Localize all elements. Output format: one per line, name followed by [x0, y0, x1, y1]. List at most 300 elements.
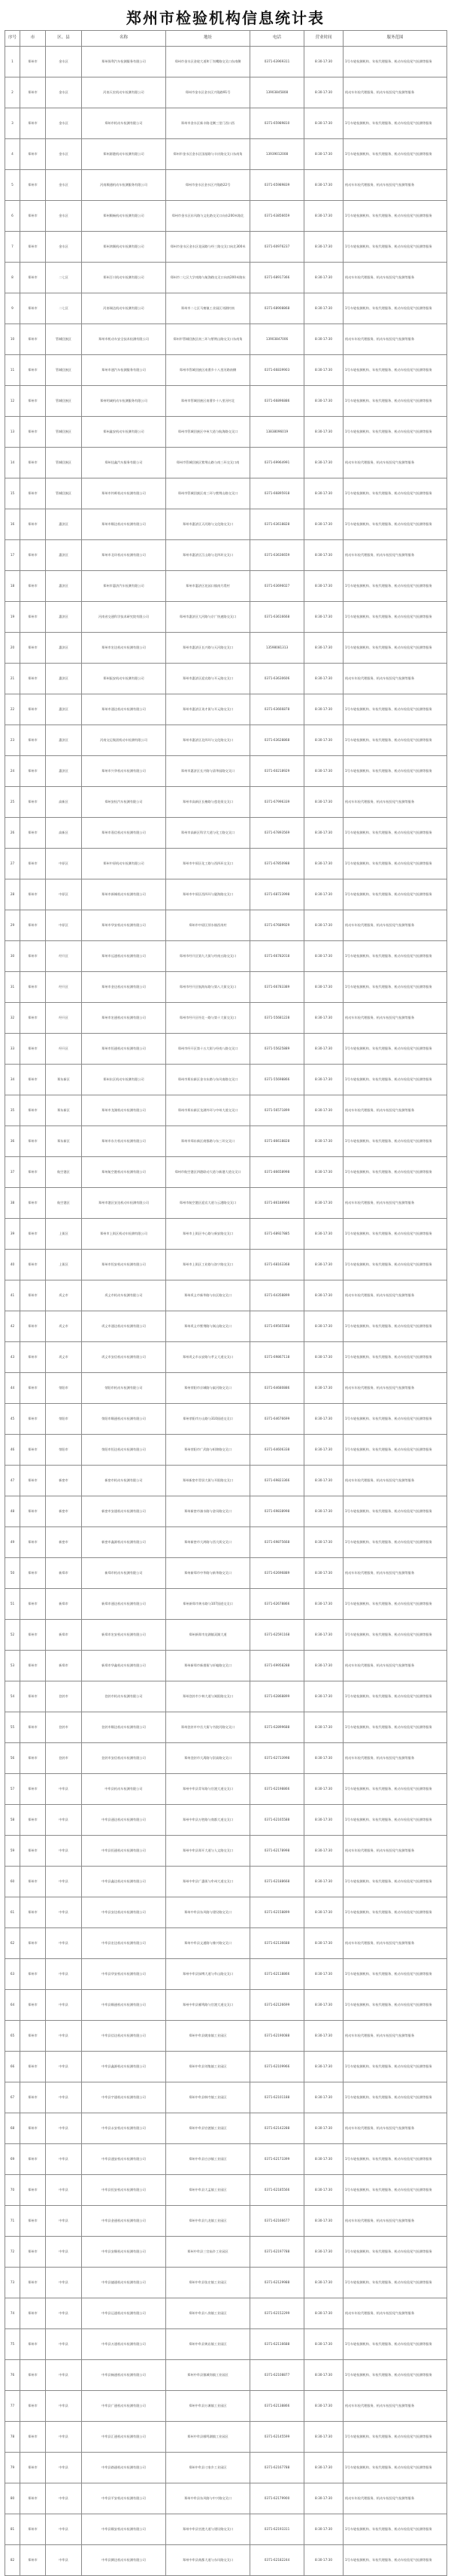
cell-district: 荥阳市: [46, 1373, 82, 1404]
cell-index: 13: [5, 417, 20, 448]
cell-hours: 8:30-17:30: [304, 1867, 344, 1897]
cell-phone: 0371-62129988: [250, 2268, 304, 2298]
cell-phone: 0371-62118866: [250, 1959, 304, 1990]
cell-index: 49: [5, 1527, 20, 1558]
cell-district: 荥阳市: [46, 1435, 82, 1466]
table-row: [5, 2391, 447, 2422]
cell-services: 1号车轮检测机构、年检代理服务、机动车检验尾气检测等服务: [344, 1774, 447, 1805]
cell-hours: 8:30-17:30: [304, 879, 344, 910]
cell-address: 郑州市惠济区天河路与文化路交叉口: [166, 509, 250, 540]
cell-city: 郑州市: [20, 1712, 46, 1743]
table-row: [5, 2453, 447, 2483]
cell-name: 郑州航空港机动车检测有限公司: [82, 1157, 166, 1188]
cell-services: 机动车年检代理服务、机动车检验尾气检测等服务: [344, 1188, 447, 1219]
cell-phone: 0371-66895918: [250, 478, 304, 509]
cell-district: 金水区: [46, 170, 82, 201]
cell-name: 新郑市通达机动车检测有限公司: [82, 1589, 166, 1620]
cell-index: 19: [5, 602, 20, 633]
cell-address: 郑州市金水区金水区兴隆路22号: [166, 170, 250, 201]
cell-address: 郑州中牟县文通路与豫兴路交叉口: [166, 1928, 250, 1959]
cell-district: 新郑市: [46, 1651, 82, 1681]
cell-phone: 0371-68908868: [250, 293, 304, 324]
cell-address: 郑州市航空港区四港联动大道与新港大道交叉口: [166, 1157, 250, 1188]
cell-city: 郑州市: [20, 1928, 46, 1959]
cell-services: 1号车轮检测机构、年检代理服务、机动车检验尾气检测等服务: [344, 756, 447, 787]
cell-address: 郑州登封市中岳大街与书院河路交叉口: [166, 1712, 250, 1743]
cell-name: 中牟县信达机动车检测有限公司: [82, 2021, 166, 2052]
table-row: [5, 1743, 447, 1774]
cell-address: 郑州市二七区马寨镇工业园区刘湖村南: [166, 293, 250, 324]
cell-index: 21: [5, 664, 20, 694]
cell-district: 新郑市: [46, 1620, 82, 1651]
cell-name: 郑州源港机动车检测有限公司: [82, 139, 166, 170]
table-row: [5, 1712, 447, 1743]
cell-address: 郑州中牟县姚家镇工业园区: [166, 2021, 250, 2052]
cell-index: 36: [5, 1126, 20, 1157]
cell-address: 郑州中牟县张庄镇工业园区: [166, 2268, 250, 2298]
table-row: [5, 2545, 447, 2576]
cell-phone: 0371-63618828: [250, 509, 304, 540]
column-header-phone: 电话: [250, 31, 304, 47]
cell-phone: 0371-62138866: [250, 2391, 304, 2422]
cell-services: 1号车轮检测机构、年检代理服务、机动车检验尾气检测等服务: [344, 1990, 447, 2021]
table-row: [5, 1280, 447, 1311]
cell-address: 郑州市经开区经北一路与第十大街交叉口: [166, 1003, 250, 1034]
table-row: [5, 1558, 447, 1589]
cell-address: 郑州市管城回族区南三环与紫荆山路交叉口东南角: [166, 324, 250, 355]
cell-hours: 8:30-17:30: [304, 1527, 344, 1558]
cell-name: 郑州市港区安达机动车检测有限公司: [82, 1188, 166, 1219]
cell-services: 1号车轮检测机构、年检代理服务、机动车检验尾气检测等服务: [344, 1065, 447, 1095]
cell-name: 新密市机动车检测有限公司: [82, 1466, 166, 1496]
cell-city: 郑州市: [20, 2144, 46, 2175]
cell-services: 1号车轮检测机构、年检代理服务、机动车检验尾气检测等服务: [344, 2175, 447, 2206]
cell-index: 39: [5, 1219, 20, 1250]
cell-district: 管城回族区: [46, 478, 82, 509]
cell-name: 郑州市通达机动车检测有限公司: [82, 694, 166, 725]
cell-address: 郑州新密市大鸿路与西大街交叉口: [166, 1527, 250, 1558]
cell-index: 18: [5, 571, 20, 602]
cell-hours: 8:30-17:30: [304, 941, 344, 972]
cell-address: 郑州中牟县大孟镇工业园区: [166, 2175, 250, 2206]
cell-services: 1号车轮检测机构、年检代理服务、机动车检验尾气检测等服务: [344, 972, 447, 1003]
table-row: [5, 1959, 447, 1990]
cell-phone: 0371-67689929: [250, 910, 304, 941]
cell-address: 郑州巩义市紫荆路与嵩山路交叉口: [166, 1311, 250, 1342]
table-row: [5, 1527, 447, 1558]
cell-services: 1号车轮检测机构、年检代理服务、机动车检验尾气检测等服务: [344, 47, 447, 77]
cell-hours: 8:30-17:30: [304, 417, 344, 448]
cell-hours: 8:30-17:30: [304, 1774, 344, 1805]
cell-address: 郑州新郑市龙湖镇双湖大道: [166, 1620, 250, 1651]
cell-district: 中牟县: [46, 2113, 82, 2144]
table-row: [5, 2113, 447, 2144]
cell-address: 郑州市经开区航海东路与第八大街交叉口: [166, 972, 250, 1003]
cell-hours: 8:30-17:30: [304, 170, 344, 201]
cell-index: 82: [5, 2545, 20, 2576]
cell-city: 郑州市: [20, 1250, 46, 1280]
cell-phone: 0371-62868899: [250, 1681, 304, 1712]
cell-index: 75: [5, 2329, 20, 2360]
cell-district: 航空港区: [46, 1157, 82, 1188]
table-row: [5, 139, 447, 170]
table-row: [5, 633, 447, 664]
cell-name: 中牟县宏达机动车检测有限公司: [82, 1928, 166, 1959]
cell-name: 中牟县万通机动车检测有限公司: [82, 2329, 166, 2360]
table-row: [5, 478, 447, 509]
table-row: [5, 1342, 447, 1373]
cell-city: 郑州市: [20, 201, 46, 232]
cell-district: 中牟县: [46, 1774, 82, 1805]
cell-phone: 0371-65989810: [250, 108, 304, 139]
cell-index: 81: [5, 2514, 20, 2545]
cell-services: 1号车轮检测机构、年检代理服务、机动车检验尾气检测等服务: [344, 1589, 447, 1620]
cell-phone: 13838096019: [250, 417, 304, 448]
cell-phone: 0371-62696889: [250, 1558, 304, 1589]
table-row: [5, 1681, 447, 1712]
cell-name: 中牟县恒通机动车检测有限公司: [82, 1836, 166, 1867]
cell-city: 郑州市: [20, 941, 46, 972]
cell-index: 52: [5, 1620, 20, 1651]
cell-address: 郑州中牟县绿博大道与牟山路交叉口: [166, 1959, 250, 1990]
cell-district: 金水区: [46, 232, 82, 263]
cell-phone: 0371-62182244: [250, 2545, 304, 2576]
cell-city: 郑州市: [20, 2453, 46, 2483]
table-row: [5, 602, 447, 633]
cell-services: 机动车年检代理服务、机动车检验尾气检测等服务: [344, 2206, 447, 2237]
cell-city: 郑州市: [20, 1003, 46, 1034]
cell-index: 12: [5, 386, 20, 417]
cell-index: 37: [5, 1157, 20, 1188]
cell-address: 郑州中牟县白沙镇工业园区: [166, 2144, 250, 2175]
cell-city: 郑州市: [20, 263, 46, 293]
cell-address: 郑州新郑市黄水路与107国道交叉口: [166, 1589, 250, 1620]
cell-index: 59: [5, 1836, 20, 1867]
cell-phone: 0371-67893569: [250, 818, 304, 849]
cell-name: 郑州市龙湖机动车检测有限公司: [82, 1095, 166, 1126]
cell-district: 惠济区: [46, 571, 82, 602]
cell-hours: 8:30-17:30: [304, 1280, 344, 1311]
cell-city: 郑州市: [20, 787, 46, 818]
cell-address: 郑州中牟县刁家乡工业园区: [166, 2453, 250, 2483]
cell-index: 67: [5, 2082, 20, 2113]
cell-index: 48: [5, 1496, 20, 1527]
cell-services: 机动车年检代理服务、机动车检验尾气检测等服务: [344, 2298, 447, 2329]
cell-district: 管城回族区: [46, 355, 82, 386]
cell-hours: 8:30-17:30: [304, 509, 344, 540]
cell-services: 机动车年检代理服务、机动车检验尾气检测等服务: [344, 324, 447, 355]
table-row: [5, 2237, 447, 2268]
table-row: [5, 417, 447, 448]
cell-index: 72: [5, 2237, 20, 2268]
cell-hours: 8:30-17:30: [304, 1466, 344, 1496]
cell-district: 中牟县: [46, 2360, 82, 2391]
cell-phone: 13598081313: [250, 633, 304, 664]
cell-phone: 0371-62108877: [250, 2360, 304, 2391]
cell-phone: 0371-62158899: [250, 1897, 304, 1928]
cell-index: 64: [5, 1990, 20, 2021]
cell-services: 机动车年检代理服务、机动车检验尾气检测等服务: [344, 1003, 447, 1034]
cell-phone: 0371-69875668: [250, 1527, 304, 1558]
cell-city: 郑州市: [20, 355, 46, 386]
cell-services: 1号车轮检测机构、年检代理服务、机动车检验尾气检测等服务: [344, 2052, 447, 2082]
cell-address: 郑州市管城回族区南曹乡十八里河路南侧: [166, 355, 250, 386]
cell-name: 中牟县安达机动车检测有限公司: [82, 1897, 166, 1928]
cell-hours: 8:30-17:30: [304, 1589, 344, 1620]
cell-phone: 0371-55681228: [250, 1003, 304, 1034]
cell-index: 38: [5, 1188, 20, 1219]
cell-hours: 8:30-17:30: [304, 1836, 344, 1867]
cell-district: 高新区: [46, 818, 82, 849]
cell-district: 新密市: [46, 1466, 82, 1496]
table-row: [5, 694, 447, 725]
cell-district: 新郑市: [46, 1558, 82, 1589]
cell-services: 1号车轮检测机构、年检代理服务、机动车检验尾气检测等服务: [344, 232, 447, 263]
cell-city: 郑州市: [20, 170, 46, 201]
cell-phone: 0371-62152299: [250, 2298, 304, 2329]
cell-city: 郑州市: [20, 2082, 46, 2113]
table-row: [5, 756, 447, 787]
cell-index: 66: [5, 2052, 20, 2082]
cell-city: 郑州市: [20, 47, 46, 77]
cell-district: 惠济区: [46, 756, 82, 787]
cell-address: 郑州中牟县官渡镇工业园区: [166, 2113, 250, 2144]
cell-phone: 0371-62109966: [250, 2052, 304, 2082]
cell-phone: 0371-68927885: [250, 1219, 304, 1250]
table-row: [5, 1897, 447, 1928]
cell-services: 1号车轮检测机构、年检代理服务、机动车检验尾气检测等服务: [344, 1527, 447, 1558]
cell-address: 郑州市经开区第十五大街与经南八路交叉口: [166, 1034, 250, 1065]
cell-name: 郑州市钧晖机动车检测有限公司: [82, 478, 166, 509]
cell-city: 郑州市: [20, 2113, 46, 2144]
cell-hours: 8:30-17:30: [304, 2545, 344, 2576]
cell-district: 中牟县: [46, 2298, 82, 2329]
cell-phone: 0371-62591168: [250, 1620, 304, 1651]
cell-city: 郑州市: [20, 849, 46, 879]
cell-index: 24: [5, 756, 20, 787]
table-row: [5, 849, 447, 879]
cell-address: 郑州市金水区东风路与文化路交叉口向东200米路北: [166, 201, 250, 232]
cell-district: 中牟县: [46, 2052, 82, 2082]
cell-services: 机动车年检代理服务、机动车检验尾气检测等服务: [344, 448, 447, 478]
cell-phone: 0371-63636659: [250, 540, 304, 571]
cell-hours: 8:30-17:30: [304, 1496, 344, 1527]
cell-address: 郑州市金水区金水区花园路与经三路交叉口向北300米: [166, 232, 250, 263]
cell-services: 机动车年检代理服务、机动车检验尾气检测等服务: [344, 170, 447, 201]
cell-hours: 8:30-17:30: [304, 1188, 344, 1219]
cell-name: 中牟县腾达机动车检测有限公司: [82, 2545, 166, 2576]
cell-city: 郑州市: [20, 2298, 46, 2329]
cell-phone: 0371-62136688: [250, 1928, 304, 1959]
table-row: [5, 1496, 447, 1527]
cell-address: 郑州市郑东新区商都路与东三环交叉口: [166, 1126, 250, 1157]
cell-city: 郑州市: [20, 2483, 46, 2514]
cell-phone: 0371-63969311: [250, 47, 304, 77]
cell-index: 62: [5, 1928, 20, 1959]
cell-index: 80: [5, 2483, 20, 2514]
cell-name: 郑州市上街区机动车检测有限公司: [82, 1219, 166, 1250]
cell-services: 1号车轮检测机构、年检代理服务、机动车检验尾气检测等服务: [344, 139, 447, 170]
table-row: [5, 293, 447, 324]
cell-hours: 8:30-17:30: [304, 972, 344, 1003]
cell-name: 郑州中原机动车检测有限公司: [82, 849, 166, 879]
cell-hours: 8:30-17:30: [304, 2237, 344, 2268]
cell-name: 新密市鑫源机动车检测有限公司: [82, 1527, 166, 1558]
cell-index: 68: [5, 2113, 20, 2144]
cell-name: 中牟县永安机动车检测有限公司: [82, 2113, 166, 2144]
cell-district: 惠济区: [46, 509, 82, 540]
cell-hours: 8:30-17:30: [304, 355, 344, 386]
cell-name: 中牟县鑫达机动车检测有限公司: [82, 1867, 166, 1897]
cell-phone: 0371-60976237: [250, 232, 304, 263]
cell-address: 郑州中牟县八岗镇工业园区: [166, 2298, 250, 2329]
cell-phone: 0371-65989839: [250, 170, 304, 201]
table-row: [5, 448, 447, 478]
cell-name: 郑州市兴华机动车检测有限公司: [82, 756, 166, 787]
cell-name: 郑州佳鑫汽车服务有限公司: [82, 448, 166, 478]
cell-name: 中牟县宇通机动车检测有限公司: [82, 2082, 166, 2113]
cell-city: 郑州市: [20, 2206, 46, 2237]
cell-name: 中牟县恒安机动车检测有限公司: [82, 2175, 166, 2206]
cell-district: 登封市: [46, 1743, 82, 1774]
table-row: [5, 509, 447, 540]
cell-name: 河南天宏机动车检测有限公司: [82, 77, 166, 108]
cell-city: 郑州市: [20, 1157, 46, 1188]
cell-name: 郑州市惠济汽车检测有限公司: [82, 571, 166, 602]
cell-city: 郑州市: [20, 1681, 46, 1712]
cell-phone: 0371-67850988: [250, 849, 304, 879]
cell-name: 中牟县捷通机动车检测有限公司: [82, 2268, 166, 2298]
cell-district: 中牟县: [46, 1805, 82, 1836]
cell-services: 1号车轮检测机构、年检代理服务、机动车检验尾气检测等服务: [344, 879, 447, 910]
cell-city: 郑州市: [20, 725, 46, 756]
cell-name: 中牟县鑫源机动车检测有限公司: [82, 2052, 166, 2082]
cell-address: 郑州中牟县官渡大道与建设路交叉口: [166, 2514, 250, 2545]
cell-name: 中牟县通安机动车检测有限公司: [82, 2144, 166, 2175]
cell-city: 郑州市: [20, 2422, 46, 2453]
cell-city: 郑州市: [20, 1034, 46, 1065]
cell-services: 机动车年检代理服务、机动车检验尾气检测等服务: [344, 1836, 447, 1867]
cell-services: 1号车轮检测机构、年检代理服务、机动车检验尾气检测等服务: [344, 571, 447, 602]
table-row: [5, 725, 447, 756]
cell-name: 郑州市新城机动车检测有限公司: [82, 879, 166, 910]
cell-city: 郑州市: [20, 1126, 46, 1157]
cell-city: 郑州市: [20, 664, 46, 694]
cell-index: 44: [5, 1373, 20, 1404]
cell-district: 金水区: [46, 108, 82, 139]
cell-address: 郑州中牟县韩寺镇工业园区: [166, 2082, 250, 2113]
cell-district: 中牟县: [46, 2175, 82, 2206]
cell-address: 郑州市惠济区花园口镇南月堤村: [166, 571, 250, 602]
cell-index: 57: [5, 1774, 20, 1805]
cell-phone: 0371-62188668: [250, 1867, 304, 1897]
cell-name: 巩义市安信机动车检测有限公司: [82, 1342, 166, 1373]
cell-address: 郑州市惠济区大河路与京广快速路交叉口: [166, 602, 250, 633]
cell-phone: 13939012008: [250, 139, 304, 170]
cell-phone: 0371-66839903: [250, 355, 304, 386]
cell-index: 61: [5, 1897, 20, 1928]
cell-district: 中牟县: [46, 2082, 82, 2113]
cell-address: 郑州巩义市永安路与孝义大道交叉口: [166, 1342, 250, 1373]
cell-district: 中牟县: [46, 1897, 82, 1928]
cell-phone: 0371-86618828: [250, 1126, 304, 1157]
cell-services: 1号车轮检测机构、年检代理服务、机动车检验尾气检测等服务: [344, 417, 447, 448]
cell-city: 郑州市: [20, 478, 46, 509]
cell-district: 中牟县: [46, 2268, 82, 2298]
cell-address: 郑州中牟县万胜路与商都大道交叉口: [166, 1805, 250, 1836]
cell-district: 金水区: [46, 139, 82, 170]
cell-phone: 0371-62733998: [250, 1743, 304, 1774]
cell-index: 35: [5, 1095, 20, 1126]
cell-hours: 8:30-17:30: [304, 664, 344, 694]
cell-index: 9: [5, 293, 20, 324]
cell-district: 登封市: [46, 1712, 82, 1743]
table-row: [5, 2082, 447, 2113]
table-row: [5, 1651, 447, 1681]
cell-hours: 8:30-17:30: [304, 1095, 344, 1126]
cell-services: 1号车轮检测机构、年检代理服务、机动车检验尾气检测等服务: [344, 602, 447, 633]
cell-hours: 8:30-17:30: [304, 1311, 344, 1342]
cell-services: 机动车年检代理服务、机动车检验尾气检测等服务: [344, 77, 447, 108]
cell-services: 1号车轮检测机构、年检代理服务、机动车检验尾气检测等服务: [344, 2360, 447, 2391]
cell-district: 郑东新区: [46, 1095, 82, 1126]
cell-phone: 0371-62179900: [250, 2483, 304, 2514]
cell-index: 20: [5, 633, 20, 664]
cell-district: 中牟县: [46, 2545, 82, 2576]
table-row: [5, 787, 447, 818]
cell-hours: 8:30-17:30: [304, 1990, 344, 2021]
cell-index: 28: [5, 879, 20, 910]
table-row: [5, 1589, 447, 1620]
table-row: [5, 879, 447, 910]
table-row: [5, 1466, 447, 1496]
table-row: [5, 170, 447, 201]
cell-district: 金水区: [46, 201, 82, 232]
cell-district: 中原区: [46, 849, 82, 879]
table-row: [5, 540, 447, 571]
cell-services: 1号车轮检测机构、年检代理服务、机动车检验尾气检测等服务: [344, 1681, 447, 1712]
cell-address: 郑州市金水区新丰路北侧三里门西口西: [166, 108, 250, 139]
cell-services: 机动车年检代理服务、机动车检验尾气检测等服务: [344, 1466, 447, 1496]
table-row: [5, 1373, 447, 1404]
cell-address: 郑州中牟县雁鸣湖镇工业园区: [166, 2422, 250, 2453]
cell-address: 郑州市郑东新区金水东路与东风南路交叉口: [166, 1065, 250, 1095]
cell-hours: 8:30-17:30: [304, 1897, 344, 1928]
table-row: [5, 77, 447, 108]
cell-phone: 0371-62178998: [250, 1836, 304, 1867]
cell-services: 1号车轮检测机构、年检代理服务、机动车检验尾气检测等服务: [344, 2514, 447, 2545]
cell-city: 郑州市: [20, 1558, 46, 1589]
cell-name: 郑州市宏通机动车检测有限公司: [82, 1003, 166, 1034]
cell-address: 郑州中牟县青年路与官渡大道交叉口: [166, 1774, 250, 1805]
cell-city: 郑州市: [20, 417, 46, 448]
cell-index: 40: [5, 1250, 20, 1280]
cell-services: 1号车轮检测机构、年检代理服务、机动车检验尾气检测等服务: [344, 2268, 447, 2298]
cell-name: 登封市安信机动车检测有限公司: [82, 1743, 166, 1774]
cell-phone: 0371-86658998: [250, 1157, 304, 1188]
cell-hours: 8:30-17:30: [304, 602, 344, 633]
cell-address: 郑州市金水区金水区国基路与丰庆路交叉口东南角: [166, 139, 250, 170]
cell-phone: 0371-67996339: [250, 787, 304, 818]
cell-hours: 8:30-17:30: [304, 108, 344, 139]
cell-district: 经开区: [46, 1034, 82, 1065]
cell-hours: 8:30-17:30: [304, 1003, 344, 1034]
cell-district: 经开区: [46, 941, 82, 972]
cell-index: 3: [5, 108, 20, 139]
cell-hours: 8:30-17:30: [304, 1681, 344, 1712]
cell-phone: 0371-69958288: [250, 1651, 304, 1681]
cell-hours: 8:30-17:30: [304, 47, 344, 77]
